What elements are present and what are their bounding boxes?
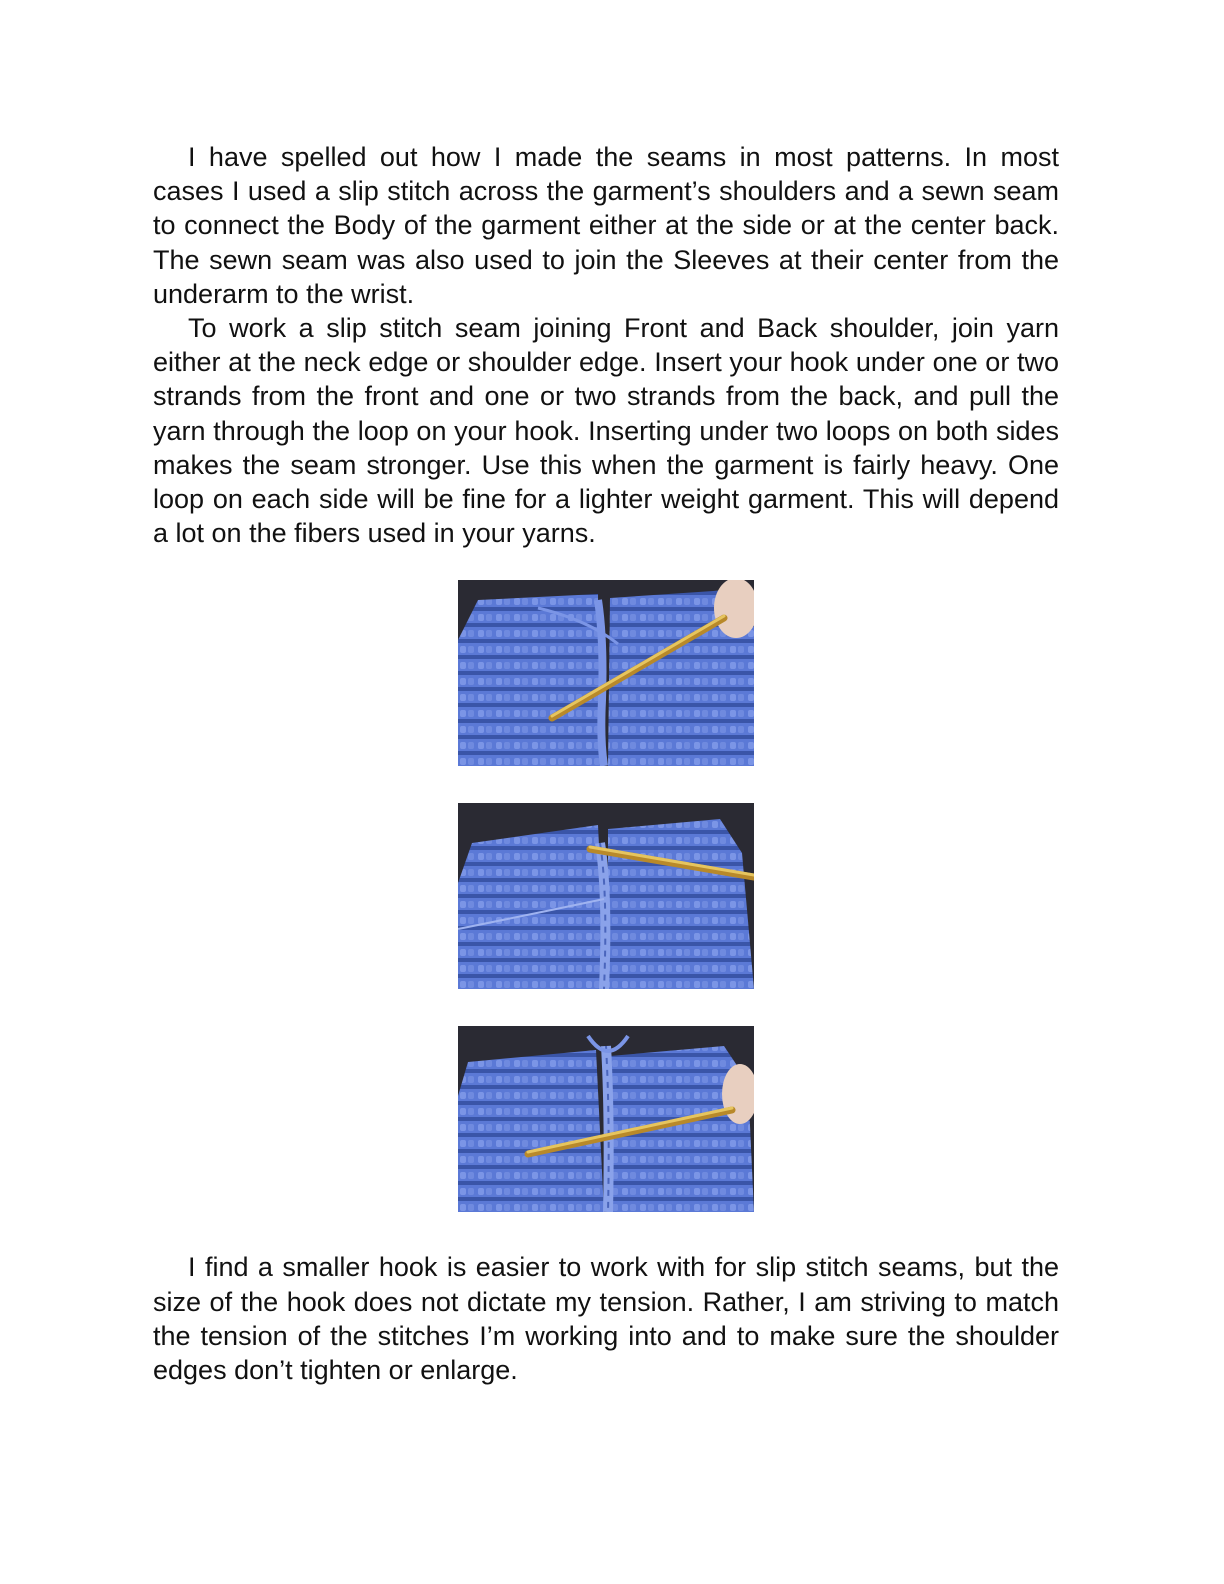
photo-slip-stitch-step-3 bbox=[458, 1026, 754, 1212]
document-page bbox=[153, 140, 1059, 1387]
photo-slip-stitch-step-1 bbox=[458, 580, 754, 766]
photo-sequence bbox=[458, 580, 754, 1212]
paragraph-hook-size-tension: I find a smaller hook is easier to work with for slip stitch seams, but the size of the hook does not dictate my tension. Rather, I am striving to match the tension of the stitches I’m working into and to make sure the shoulder edges don’t tighten or enlarge. bbox=[153, 1252, 1059, 1386]
paragraph-slip-stitch-method: To work a slip stitch seam joining Front and Back shoulder, join yarn either at the neck edge or shoulder edge. Insert your hook under one or two strands from the front and one or two strands from the back, and pull the yarn through the loop on your hook. Inserting under two loops on both sides makes the seam stronger. Use this when the garment is fairly heavy. One loop on each side will be fine for a lighter weight garment. This will depend a lot on the fibers used in your yarns. bbox=[153, 313, 1059, 549]
paragraph-seams-intro: I have spelled out how I made the seams in most patterns. In most cases I used a slip stitch across the garment’s shoulders and a sewn seam to connect the Body of the garment either at the side or at the center back. The sewn seam was also used to join the Sleeves at their center from the underarm to the wrist. bbox=[153, 142, 1059, 309]
photo-slip-stitch-step-2 bbox=[458, 803, 754, 989]
